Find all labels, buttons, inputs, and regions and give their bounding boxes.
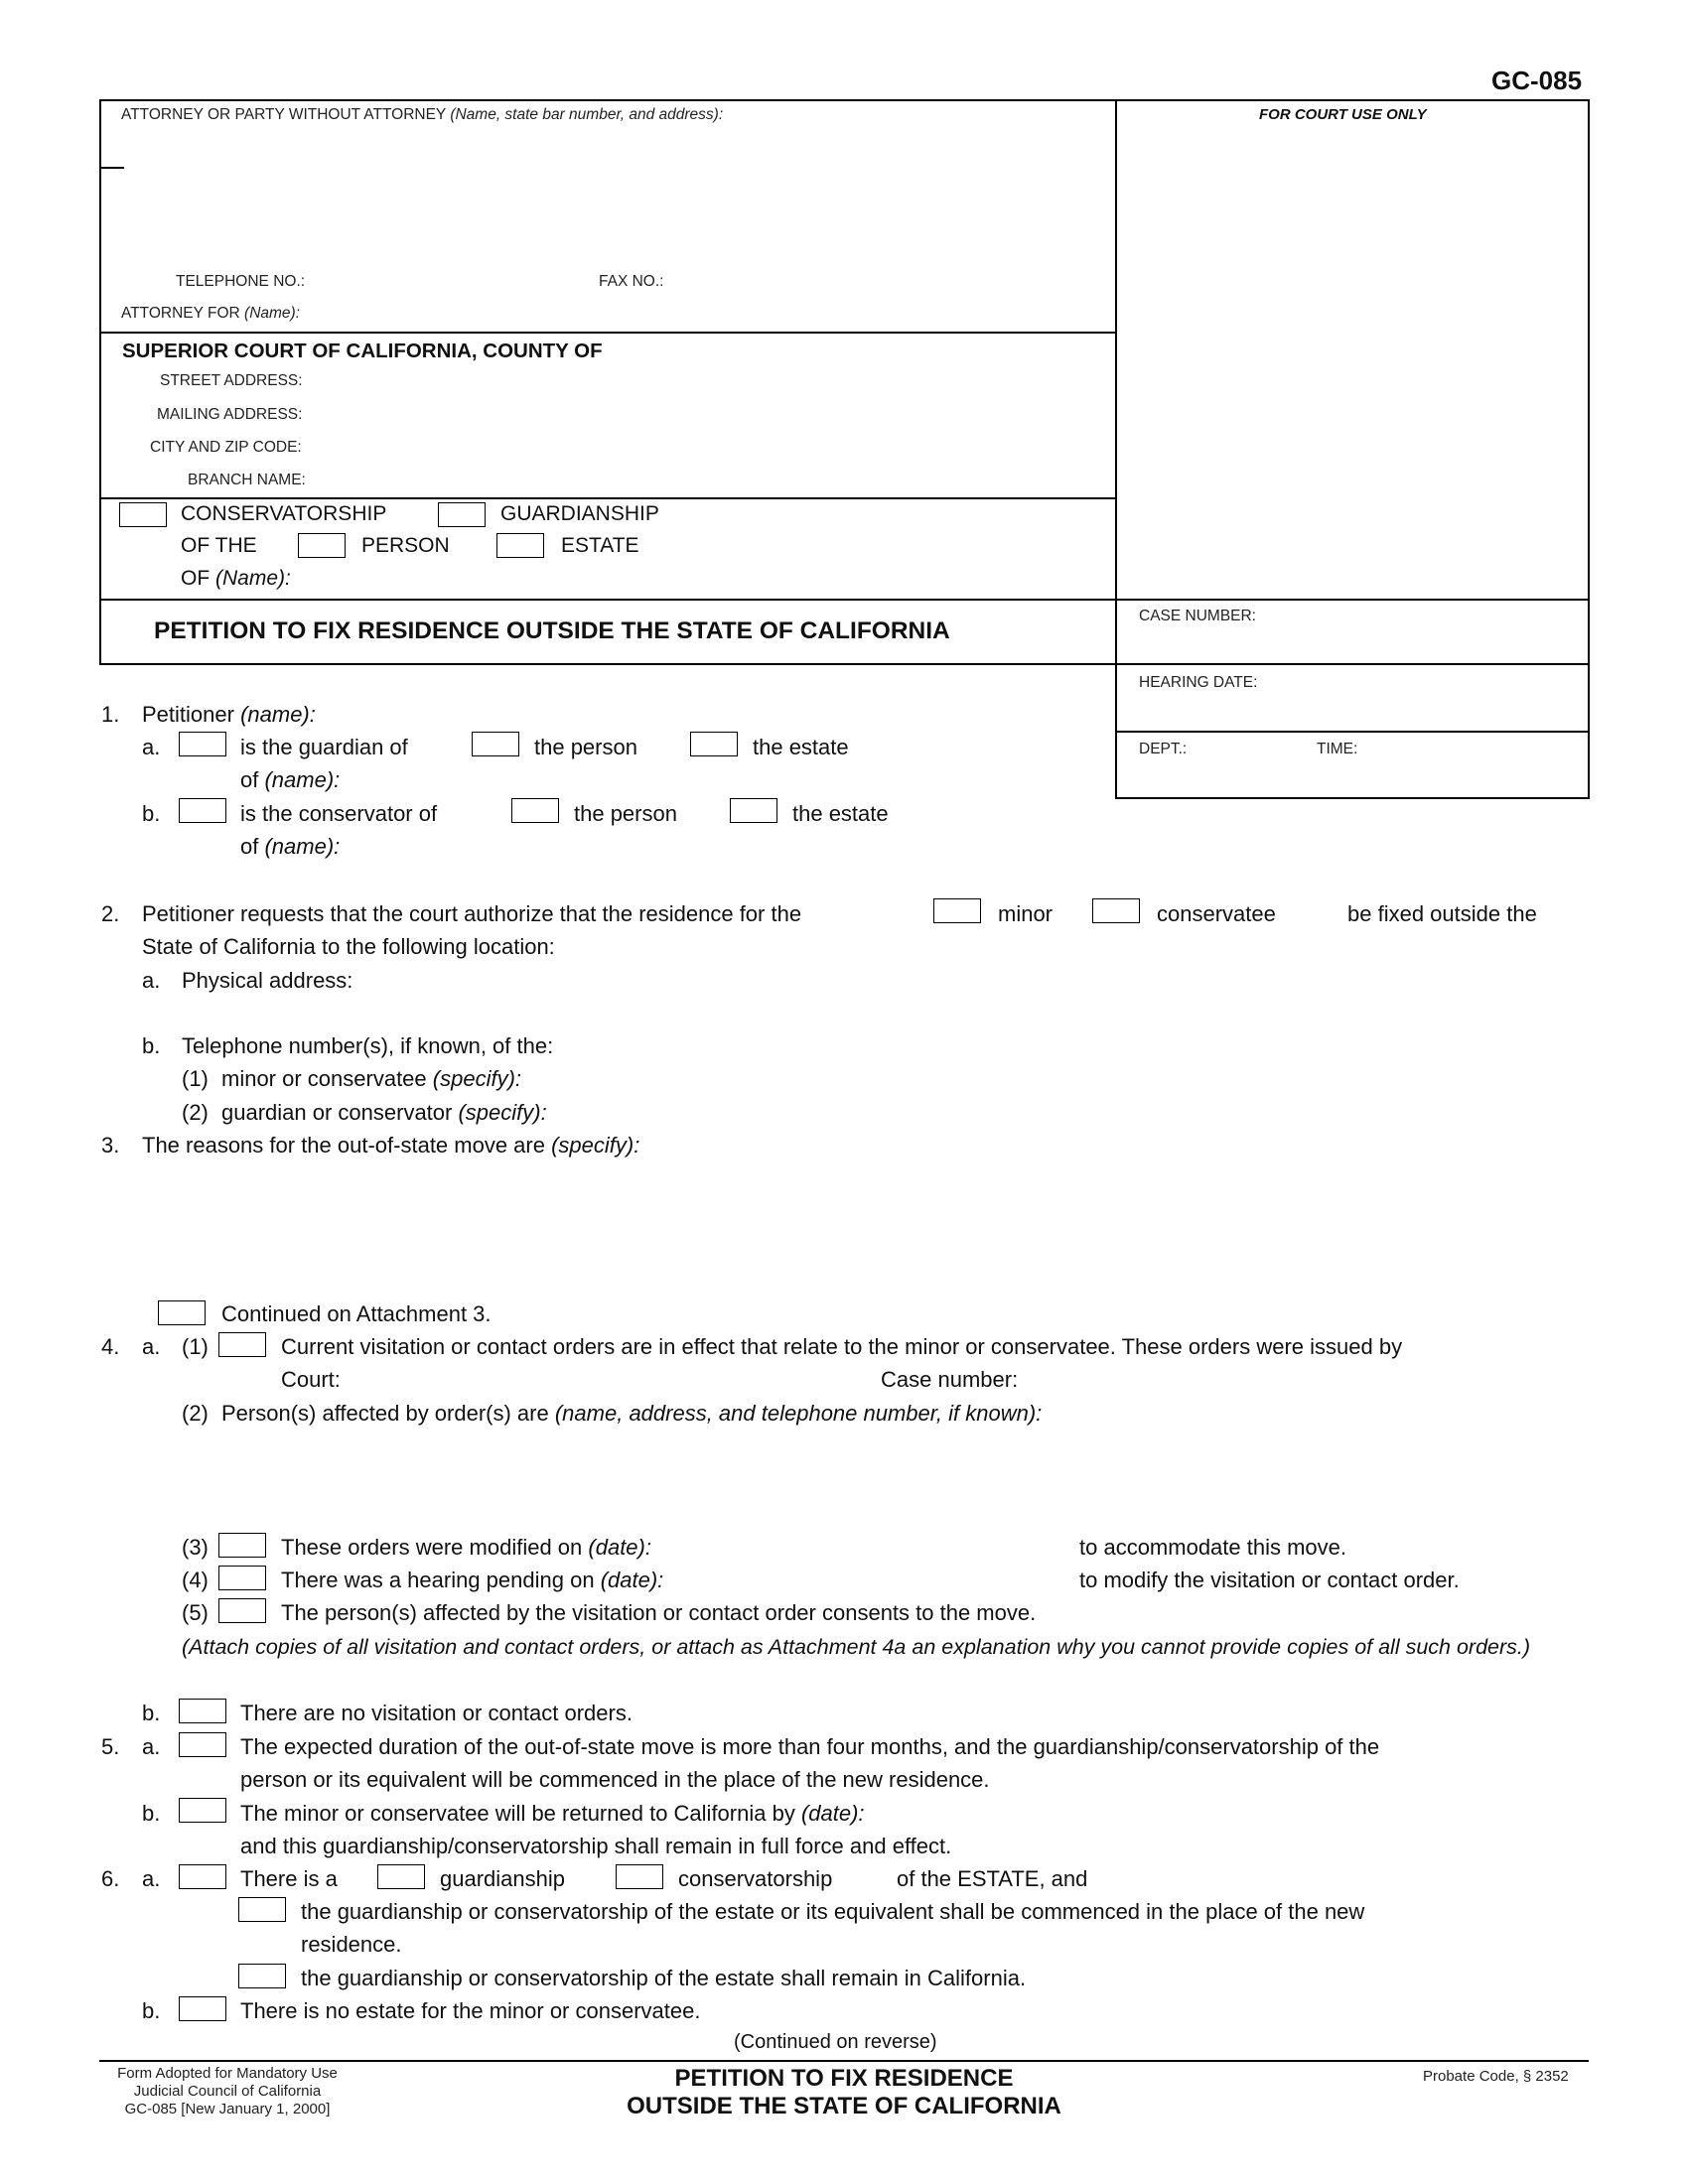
- hearing-pending-label: There was a hearing pending on (date):: [281, 1568, 664, 1592]
- attach-copies-note: (Attach copies of all visitation and contact orders, or attach as Attachment 4a an explanation why you cannot provide copies of all such orders.): [182, 1635, 1531, 1659]
- guardian-estate-checkbox[interactable]: [690, 732, 738, 756]
- conservator-person-checkbox[interactable]: [511, 798, 559, 823]
- continued-on-reverse: (Continued on reverse): [734, 2031, 937, 2053]
- guardianship-label: GUARDIANSHIP: [500, 502, 659, 525]
- estate-remain-california-checkbox[interactable]: [238, 1964, 286, 1988]
- item-4-number: 4.: [101, 1334, 120, 1359]
- guardian-estate-label: the estate: [753, 735, 849, 759]
- hearing-date-label: HEARING DATE:: [1139, 674, 1258, 691]
- orders-modified-label: These orders were modified on (date):: [281, 1535, 651, 1560]
- no-estate-checkbox[interactable]: [179, 1996, 226, 2021]
- item-4a4-number: (4): [182, 1568, 209, 1592]
- duration-four-months-text: The expected duration of the out-of-state move is more than four months, and the guardianship/conservatorship of the: [240, 1734, 1380, 1759]
- dept-label: DEPT.:: [1139, 741, 1188, 757]
- estate-remain-california-text: the guardianship or conservatorship of the estate shall remain in California.: [301, 1966, 1027, 1990]
- returned-to-california-checkbox[interactable]: [179, 1798, 226, 1823]
- header-mid-border: [1115, 99, 1117, 799]
- no-estate-label: There is no estate for the minor or conservatee.: [240, 1998, 701, 2023]
- court-divider: [99, 497, 1117, 499]
- continued-attachment-3-checkbox[interactable]: [158, 1300, 206, 1325]
- visitation-orders-text: Current visitation or contact orders are in effect that relate to the minor or conservatee. These orders were issued by: [281, 1334, 1403, 1359]
- hearing-pending-checkbox[interactable]: [218, 1566, 266, 1590]
- estate-guardianship-checkbox[interactable]: [377, 1864, 425, 1889]
- item-2-number: 2.: [101, 901, 120, 926]
- item-4a1-number: (1): [182, 1334, 209, 1359]
- no-orders-checkbox[interactable]: [179, 1699, 226, 1723]
- footer-title: [496, 2065, 1192, 2120]
- case-number-field-label: Case number:: [881, 1367, 1019, 1392]
- duration-four-months-checkbox[interactable]: [179, 1732, 226, 1757]
- conservatorship-label: CONSERVATORSHIP: [181, 502, 387, 525]
- estate-label: ESTATE: [561, 534, 639, 557]
- footer-title-line-2: OUTSIDE THE STATE OF CALIFORNIA: [627, 2093, 1061, 2119]
- item-4a5-number: (5): [182, 1600, 209, 1625]
- estate-checkbox[interactable]: [496, 533, 544, 558]
- persons-consent-checkbox[interactable]: [218, 1598, 266, 1623]
- item-4b-letter: b.: [142, 1701, 161, 1725]
- petitioner-label: Petitioner (name):: [142, 702, 316, 727]
- title-top-line: [99, 599, 1589, 601]
- conservator-of-name: of (name):: [240, 834, 341, 859]
- item-2b-letter: b.: [142, 1033, 161, 1058]
- footer-rule: [99, 2060, 1589, 2062]
- court-use-only: FOR COURT USE ONLY: [1259, 106, 1427, 123]
- form-number: GC-085: [1491, 66, 1583, 95]
- orders-modified-tail: to accommodate this move.: [1079, 1535, 1347, 1560]
- estate-commenced-new-residence-text: the guardianship or conservatorship of the estate or its equivalent shall be commenced in the place of the new: [301, 1899, 1365, 1924]
- person-label: PERSON: [361, 534, 450, 557]
- estate-conservatorship-label: conservatorship: [678, 1866, 833, 1891]
- case-number-label: CASE NUMBER:: [1139, 608, 1256, 624]
- item-2-text: Petitioner requests that the court authorize that the residence for the: [142, 901, 802, 926]
- fixed-outside-label: be fixed outside the: [1347, 901, 1537, 926]
- telephone-guardian-number: (2): [182, 1100, 209, 1125]
- telephone-minor-label: minor or conservatee (specify):: [221, 1066, 522, 1091]
- hearing-pending-tail: to modify the visitation or contact order.: [1079, 1568, 1460, 1592]
- item-4a3-number: (3): [182, 1535, 209, 1560]
- title-bottom-line: [99, 663, 1589, 665]
- probate-code: Probate Code, § 2352: [1423, 2068, 1569, 2085]
- item-1b-letter: b.: [142, 801, 161, 826]
- item-4a-letter: a.: [142, 1334, 161, 1359]
- conservatee-checkbox[interactable]: [1092, 898, 1140, 923]
- of-name-label: OF (Name):: [181, 567, 291, 590]
- header-left-border: [99, 99, 101, 664]
- attorney-tick: [99, 167, 124, 169]
- estate-commenced-new-residence-checkbox[interactable]: [238, 1897, 286, 1922]
- item-6-number: 6.: [101, 1866, 120, 1891]
- court-label: Court:: [281, 1367, 341, 1392]
- person-checkbox[interactable]: [298, 533, 346, 558]
- estate-exists-checkbox[interactable]: [179, 1864, 226, 1889]
- item-5-number: 5.: [101, 1734, 120, 1759]
- city-zip-label: CITY AND ZIP CODE:: [150, 439, 302, 456]
- attorney-divider: [99, 332, 1117, 334]
- guardian-person-label: the person: [534, 735, 637, 759]
- there-is-a-label: There is a: [240, 1866, 338, 1891]
- mailing-address-label: MAILING ADDRESS:: [157, 406, 303, 423]
- minor-label: minor: [998, 901, 1054, 926]
- item-6b-letter: b.: [142, 1998, 161, 2023]
- branch-name-label: BRANCH NAME:: [188, 472, 306, 488]
- header-top-border: [99, 99, 1589, 101]
- estate-conservatorship-checkbox[interactable]: [616, 1864, 663, 1889]
- item-3-text: The reasons for the out-of-state move are (specify):: [142, 1133, 640, 1158]
- telephone-label: TELEPHONE NO.:: [176, 273, 306, 290]
- visitation-orders-checkbox[interactable]: [218, 1332, 266, 1357]
- telephone-minor-number: (1): [182, 1066, 209, 1091]
- council-line: Judicial Council of California: [133, 2083, 322, 2100]
- attorney-label: ATTORNEY OR PARTY WITHOUT ATTORNEY (Name, state bar number, and address):: [121, 106, 724, 123]
- item-5a-letter: a.: [142, 1734, 161, 1759]
- item-5b-letter: b.: [142, 1801, 161, 1826]
- time-label: TIME:: [1317, 741, 1358, 757]
- estate-guardianship-label: guardianship: [440, 1866, 565, 1891]
- guardian-person-checkbox[interactable]: [472, 732, 519, 756]
- footer-title-line-1: PETITION TO FIX RESIDENCE: [674, 2065, 1014, 2092]
- continued-attachment-3-label: Continued on Attachment 3.: [221, 1301, 492, 1326]
- item-2-continued: State of California to the following location:: [142, 934, 555, 959]
- physical-address-label: Physical address:: [182, 968, 353, 993]
- telephone-guardian-label: guardian or conservator (specify):: [221, 1100, 547, 1125]
- guardian-of-checkbox[interactable]: [179, 732, 226, 756]
- duration-four-months-continued: person or its equivalent will be commenced in the place of the new residence.: [240, 1767, 990, 1792]
- petition-title: PETITION TO FIX RESIDENCE OUTSIDE THE STATE OF CALIFORNIA: [154, 617, 950, 644]
- minor-checkbox[interactable]: [933, 898, 981, 923]
- header-right-border: [1588, 99, 1590, 799]
- guardianship-checkbox[interactable]: [438, 502, 486, 527]
- adoption-block: [103, 2065, 352, 2118]
- conservator-of-label: is the conservator of: [240, 801, 438, 826]
- persons-affected-label: Person(s) affected by order(s) are (name, address, and telephone number, if known):: [221, 1401, 1043, 1426]
- item-6a-letter: a.: [142, 1866, 161, 1891]
- hearing-divider: [1115, 731, 1589, 733]
- conservator-estate-checkbox[interactable]: [730, 798, 777, 823]
- fax-label: FAX NO.:: [599, 273, 664, 290]
- no-orders-label: There are no visitation or contact orders.: [240, 1701, 633, 1725]
- conservator-estate-label: the estate: [792, 801, 889, 826]
- form-revision-line: GC-085 [New January 1, 2000]: [124, 2101, 331, 2117]
- item-1a-letter: a.: [142, 735, 161, 759]
- attorney-for-label: ATTORNEY FOR (Name):: [121, 305, 301, 322]
- of-the-label: OF THE: [181, 534, 257, 557]
- guardian-of-name: of (name):: [240, 767, 341, 792]
- returned-to-california-text: The minor or conservatee will be returned to California by (date):: [240, 1801, 865, 1826]
- estate-commenced-new-residence-continued: residence.: [301, 1932, 402, 1957]
- item-3-number: 3.: [101, 1133, 120, 1158]
- returned-to-california-continued: and this guardianship/conservatorship shall remain in full force and effect.: [240, 1834, 952, 1858]
- dept-bottom-line: [1115, 797, 1589, 799]
- street-address-label: STREET ADDRESS:: [160, 372, 303, 389]
- adopted-line: Form Adopted for Mandatory Use: [117, 2065, 338, 2082]
- item-2a-letter: a.: [142, 968, 161, 993]
- orders-modified-checkbox[interactable]: [218, 1533, 266, 1558]
- of-the-estate-label: of the ESTATE, and: [897, 1866, 1088, 1891]
- conservator-person-label: the person: [574, 801, 677, 826]
- court-title: SUPERIOR COURT OF CALIFORNIA, COUNTY OF: [122, 340, 603, 362]
- telephone-numbers-label: Telephone number(s), if known, of the:: [182, 1033, 554, 1058]
- item-4a2-number: (2): [182, 1401, 209, 1426]
- conservatorship-checkbox[interactable]: [119, 502, 167, 527]
- item-1-number: 1.: [101, 702, 120, 727]
- conservator-of-checkbox[interactable]: [179, 798, 226, 823]
- guardian-of-label: is the guardian of: [240, 735, 408, 759]
- persons-consent-label: The person(s) affected by the visitation or contact order consents to the move.: [281, 1600, 1037, 1625]
- conservatee-label: conservatee: [1157, 901, 1276, 926]
